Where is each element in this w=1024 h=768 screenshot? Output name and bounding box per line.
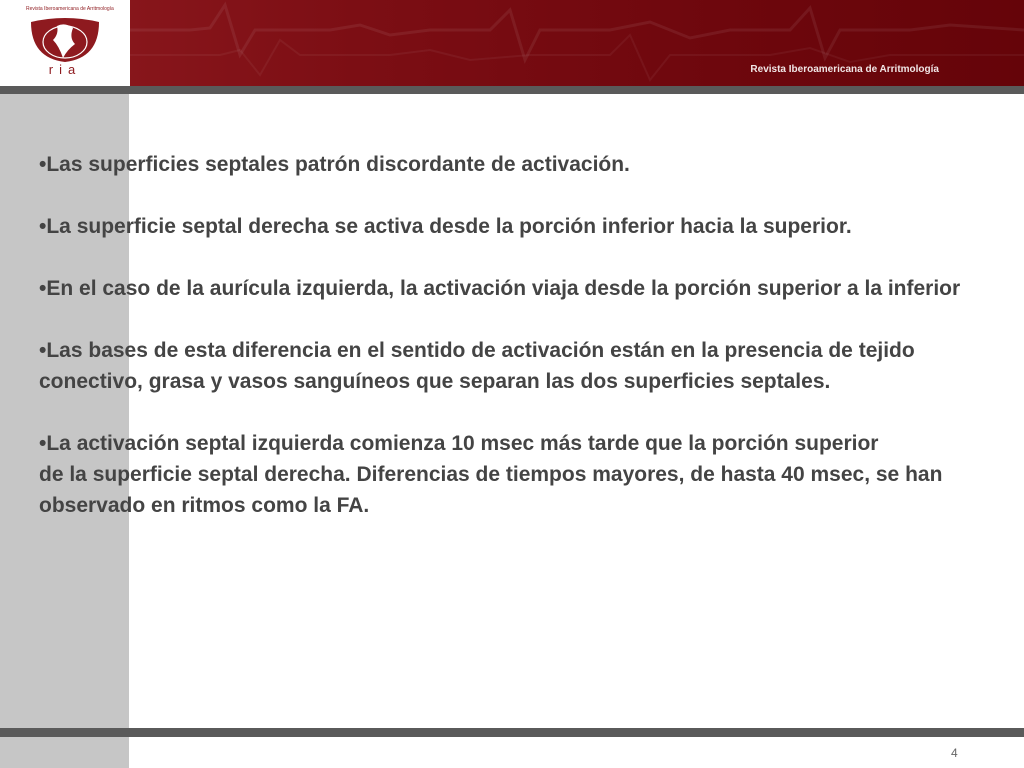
bullet-paragraph bbox=[39, 273, 994, 304]
logo-word: ria bbox=[48, 62, 82, 77]
slide-body bbox=[39, 149, 994, 521]
bullet-text: de la superficie septal derecha. Diferencias de tiempos mayores, de hasta 40 msec, se han observado en ritmos como la FA. bbox=[39, 463, 943, 517]
footer-divider bbox=[0, 728, 1024, 737]
bullet-paragraph bbox=[39, 211, 994, 242]
header-divider bbox=[0, 86, 1024, 94]
bullet-text: •La activación septal izquierda comienza 10 msec más tarde que la porción superior bbox=[39, 432, 879, 455]
slide-header bbox=[0, 0, 1024, 86]
bullet-paragraph bbox=[39, 428, 994, 521]
logo-small-text: Revista Iberoamericana de Arritmología bbox=[26, 6, 114, 12]
bullet-text: •La superficie septal derecha se activa desde la porción inferior hacia la superior. bbox=[39, 215, 852, 238]
heart-globe-logo-icon bbox=[27, 12, 103, 68]
logo bbox=[0, 0, 130, 86]
journal-title: Revista Iberoamericana de Arritmología bbox=[750, 64, 939, 75]
bullet-paragraph bbox=[39, 335, 994, 397]
bullet-text: •En el caso de la aurícula izquierda, la activación viaja desde la porción superior a la inferior bbox=[39, 277, 961, 300]
bullet-text: •Las bases de esta diferencia en el sentido de activación están en la presencia de tejido conectivo, grasa y vasos sanguíneos que separan las dos superficies septales. bbox=[39, 339, 915, 393]
bullet-text: •Las superficies septales patrón discordante de activación. bbox=[39, 153, 630, 176]
page-number: 4 bbox=[951, 746, 958, 760]
bullet-paragraph bbox=[39, 149, 994, 180]
